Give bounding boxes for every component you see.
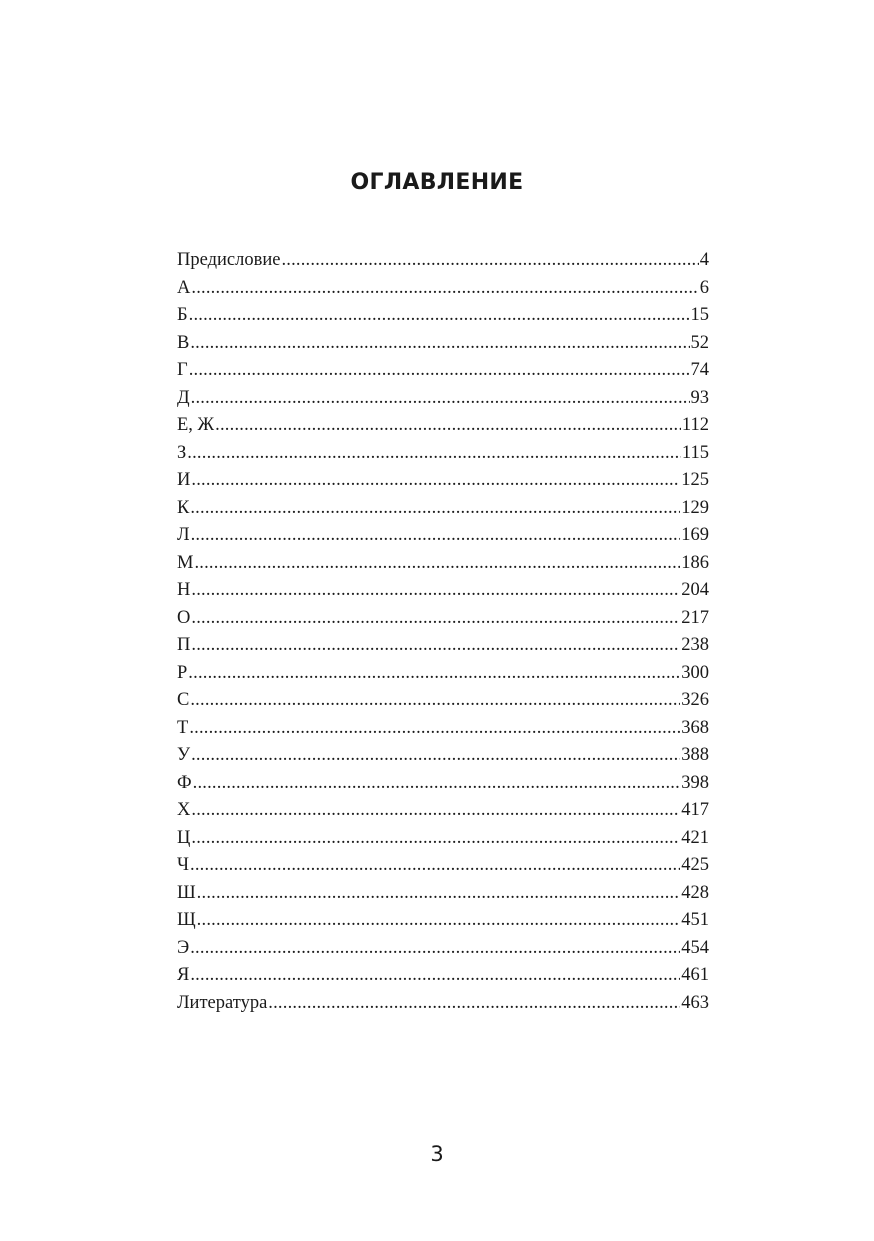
- toc-page-number: 463: [681, 992, 709, 1013]
- toc-label: Т: [177, 717, 189, 738]
- dot-leader: [191, 467, 680, 495]
- toc-entry-preface[interactable]: [177, 247, 709, 275]
- toc-label: М: [177, 552, 194, 573]
- toc-page-number: 398: [681, 772, 709, 793]
- toc-page-number: 93: [690, 387, 709, 408]
- dot-leader: [191, 632, 680, 660]
- dot-leader: [190, 330, 689, 358]
- dot-leader: [281, 247, 698, 275]
- dot-leader: [197, 880, 681, 908]
- page-title: ОГЛАВЛЕНИЕ: [350, 170, 524, 195]
- dot-leader: [190, 935, 680, 963]
- toc-page-number: 115: [681, 442, 709, 463]
- toc-label: П: [177, 635, 191, 655]
- toc-page-number: 74: [690, 360, 709, 380]
- toc-entry-o[interactable]: [177, 605, 709, 633]
- table-of-contents: [177, 247, 709, 1017]
- dot-leader: [188, 660, 680, 688]
- toc-entry-ch[interactable]: [177, 852, 709, 880]
- toc-label: Литература: [177, 992, 268, 1013]
- toc-entry-f[interactable]: [177, 770, 709, 798]
- toc-label: Г: [177, 360, 188, 380]
- dot-leader: [191, 577, 680, 605]
- toc-page-number: 300: [681, 662, 709, 683]
- toc-label: Я: [177, 965, 190, 985]
- toc-label: У: [177, 745, 191, 765]
- toc-page-number: 186: [681, 552, 709, 573]
- dot-leader: [191, 522, 681, 550]
- toc-entry-i[interactable]: [177, 467, 709, 495]
- toc-entry-r[interactable]: [177, 660, 709, 688]
- toc-entry-z[interactable]: [177, 440, 709, 468]
- toc-entry-ts[interactable]: [177, 825, 709, 853]
- toc-entry-kh[interactable]: [177, 797, 709, 825]
- toc-page-number: 421: [681, 827, 709, 848]
- toc-label: Н: [177, 580, 191, 600]
- toc-page-number: 169: [681, 525, 709, 545]
- toc-label: Ц: [177, 827, 191, 848]
- toc-entry-s[interactable]: [177, 687, 709, 715]
- toc-entry-shch[interactable]: [177, 907, 709, 935]
- toc-entry-l[interactable]: [177, 522, 709, 550]
- dot-leader: [191, 275, 698, 303]
- toc-label: З: [177, 442, 187, 463]
- toc-label: С: [177, 690, 190, 710]
- toc-label: Р: [177, 662, 188, 683]
- dot-leader: [191, 605, 680, 633]
- toc-page-number: 388: [681, 745, 709, 765]
- toc-entry-d[interactable]: [177, 385, 709, 413]
- toc-page-number: 204: [681, 580, 709, 600]
- toc-entry-m[interactable]: [177, 550, 709, 578]
- toc-label: Щ: [177, 910, 196, 930]
- dot-leader: [191, 825, 680, 853]
- toc-page-number: 15: [690, 305, 709, 325]
- toc-page-number: 454: [681, 937, 709, 958]
- dot-leader: [190, 687, 680, 715]
- toc-page-number: 417: [681, 800, 709, 820]
- toc-label: И: [177, 470, 191, 490]
- toc-page-number: 326: [681, 690, 709, 710]
- toc-label: В: [177, 332, 190, 353]
- toc-page-number: 129: [681, 497, 709, 518]
- dot-leader: [190, 852, 680, 880]
- dot-leader: [191, 797, 680, 825]
- toc-label: Предисловие: [177, 250, 281, 270]
- toc-label: Ч: [177, 855, 190, 875]
- toc-label: Ф: [177, 772, 192, 793]
- toc-page-number: 217: [681, 607, 709, 628]
- dot-leader: [190, 495, 680, 523]
- toc-page-number: 451: [681, 910, 709, 930]
- toc-entry-b[interactable]: [177, 302, 709, 330]
- dot-leader: [187, 440, 681, 468]
- dot-leader: [191, 385, 690, 413]
- toc-entry-k[interactable]: [177, 495, 709, 523]
- toc-label: К: [177, 497, 190, 518]
- toc-label: О: [177, 607, 191, 628]
- toc-entry-u[interactable]: [177, 742, 709, 770]
- toc-entry-t[interactable]: [177, 715, 709, 743]
- dot-leader: [194, 550, 680, 578]
- toc-entry-e[interactable]: [177, 935, 709, 963]
- toc-page-number: 4: [699, 250, 709, 270]
- toc-entry-literature[interactable]: [177, 990, 709, 1018]
- page-number: 3: [430, 1142, 444, 1166]
- toc-page-number: 112: [681, 415, 709, 435]
- dot-leader: [191, 742, 680, 770]
- dot-leader: [189, 357, 690, 385]
- dot-leader: [197, 907, 681, 935]
- dot-leader: [215, 412, 681, 440]
- dot-leader: [268, 990, 680, 1018]
- toc-label: Е, Ж: [177, 415, 215, 435]
- toc-label: Л: [177, 525, 190, 545]
- dot-leader: [189, 715, 680, 743]
- dot-leader: [190, 962, 680, 990]
- toc-entry-v[interactable]: [177, 330, 709, 358]
- toc-entry-g[interactable]: [177, 357, 709, 385]
- toc-entry-sh[interactable]: [177, 880, 709, 908]
- toc-page-number: 425: [681, 855, 709, 875]
- toc-entry-p[interactable]: [177, 632, 709, 660]
- dot-leader: [193, 770, 681, 798]
- toc-page-number: 428: [681, 882, 709, 903]
- toc-page-number: 461: [681, 965, 709, 985]
- toc-entry-ya[interactable]: [177, 962, 709, 990]
- toc-label: Ш: [177, 882, 196, 903]
- toc-entry-a[interactable]: [177, 275, 709, 303]
- toc-page-number: 238: [681, 635, 709, 655]
- dot-leader: [189, 302, 690, 330]
- toc-entry-e-zh[interactable]: [177, 412, 709, 440]
- toc-label: Х: [177, 800, 191, 820]
- toc-entry-n[interactable]: [177, 577, 709, 605]
- toc-page-number: 368: [681, 717, 709, 738]
- toc-label: Э: [177, 937, 190, 958]
- toc-label: А: [177, 277, 191, 298]
- toc-page-number: 52: [690, 332, 709, 353]
- toc-label: Д: [177, 387, 190, 408]
- toc-label: Б: [177, 305, 188, 325]
- toc-page-number: 125: [681, 470, 709, 490]
- toc-page-number: 6: [699, 277, 709, 298]
